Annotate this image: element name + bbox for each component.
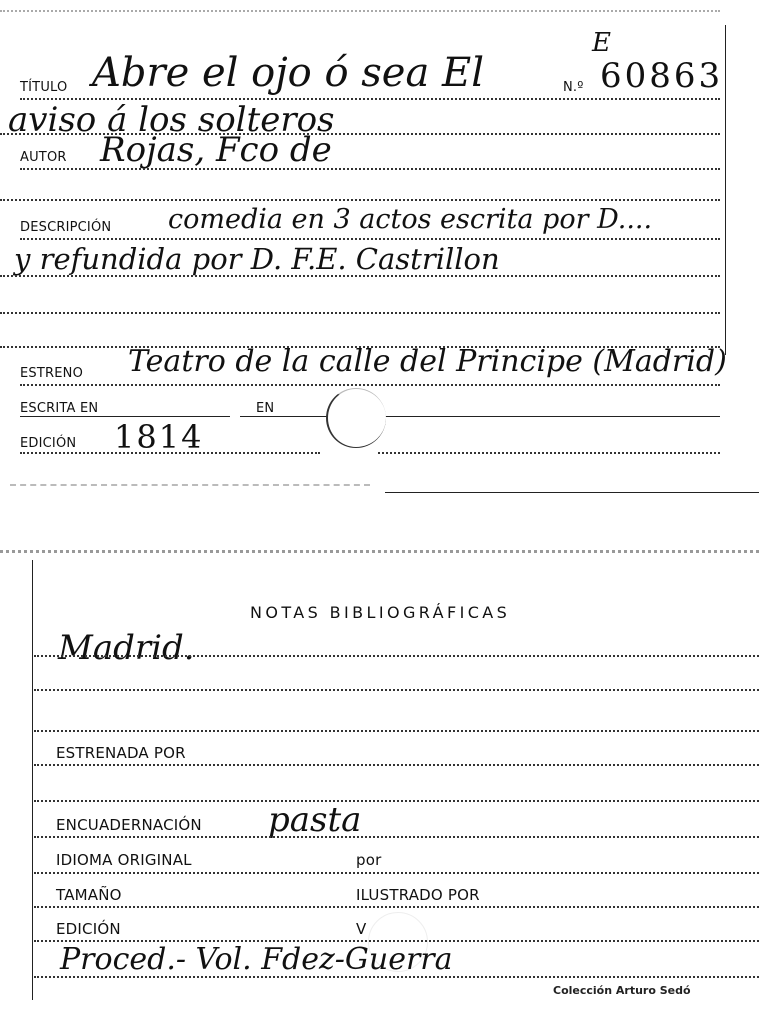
card2-top-speck	[0, 550, 759, 553]
numero-label: N.º	[563, 80, 584, 95]
en-rule-left	[240, 416, 335, 417]
titulo-value-line1: Abre el ojo ó sea El	[92, 50, 485, 96]
idioma-original-label: IDIOMA ORIGINAL	[56, 851, 192, 869]
por-label: por	[356, 851, 382, 869]
autor-value: Rojas, Fco de	[100, 130, 332, 170]
card-top-edge	[0, 10, 720, 12]
edicion-label: EDICIÓN	[20, 436, 77, 451]
ilustrado-por-label: ILUSTRADO POR	[356, 886, 480, 904]
en-label: EN	[256, 401, 275, 416]
punch-hole	[326, 388, 386, 448]
tamano-label: TAMAÑO	[56, 886, 122, 904]
descripcion-label: DESCRIPCIÓN	[20, 220, 112, 235]
edicion-rule-right	[378, 452, 720, 454]
notas-heading: NOTAS BIBLIOGRÁFICAS	[250, 603, 511, 622]
numero-value: 60863	[600, 56, 724, 96]
v-label: V	[356, 920, 367, 938]
edicion-rule	[20, 452, 320, 454]
blank-rule-b	[0, 312, 720, 314]
card-bottom-speck	[10, 484, 370, 486]
corner-mark: E	[592, 28, 611, 58]
encuadernacion-rule	[34, 836, 759, 838]
escrita-en-label: ESCRITA EN	[20, 401, 99, 416]
notas-rule-1	[34, 655, 759, 657]
encuadernacion-value: pasta	[268, 800, 362, 840]
escrita-en-rule	[20, 416, 230, 417]
notas-value: Madrid.	[58, 628, 195, 668]
estreno-rule	[20, 384, 720, 386]
notas-rule-2	[34, 689, 759, 691]
descripcion-value-line2: y refundida por D. F.E. Castrillon	[14, 242, 500, 276]
card-right-border	[725, 25, 726, 355]
edicion-value: 1814	[114, 418, 204, 456]
notas-rule-3	[34, 730, 759, 732]
blank-rule-d	[34, 800, 759, 802]
descripcion-rule	[20, 238, 720, 240]
procedencia-value: Proced.- Vol. Fdez-Guerra	[60, 942, 453, 977]
autor-rule	[20, 168, 720, 170]
estreno-label: ESTRENO	[20, 366, 84, 381]
estrenada-por-rule	[34, 764, 759, 766]
coleccion-label: Colección Arturo Sedó	[553, 984, 691, 997]
card2-left-border	[32, 560, 33, 1000]
estreno-value: Teatro de la calle del Principe (Madrid)	[128, 344, 727, 379]
descripcion-value-line1: comedia en 3 actos escrita por D....	[168, 204, 653, 235]
encuadernacion-label: ENCUADERNACIÓN	[56, 816, 202, 834]
titulo-label: TÍTULO	[20, 80, 68, 95]
card-bottom-edge	[385, 492, 759, 493]
idioma-rule	[34, 872, 759, 874]
titulo-value-line2: aviso á los solteros	[8, 100, 335, 140]
en-rule-right	[385, 416, 720, 417]
edicion2-label: EDICIÓN	[56, 920, 121, 938]
estrenada-por-label: ESTRENADA POR	[56, 744, 186, 762]
tamano-rule	[34, 906, 759, 908]
blank-rule-a	[0, 199, 720, 201]
procedencia-rule	[34, 976, 759, 978]
autor-label: AUTOR	[20, 150, 67, 165]
descripcion-rule-2	[0, 275, 720, 277]
